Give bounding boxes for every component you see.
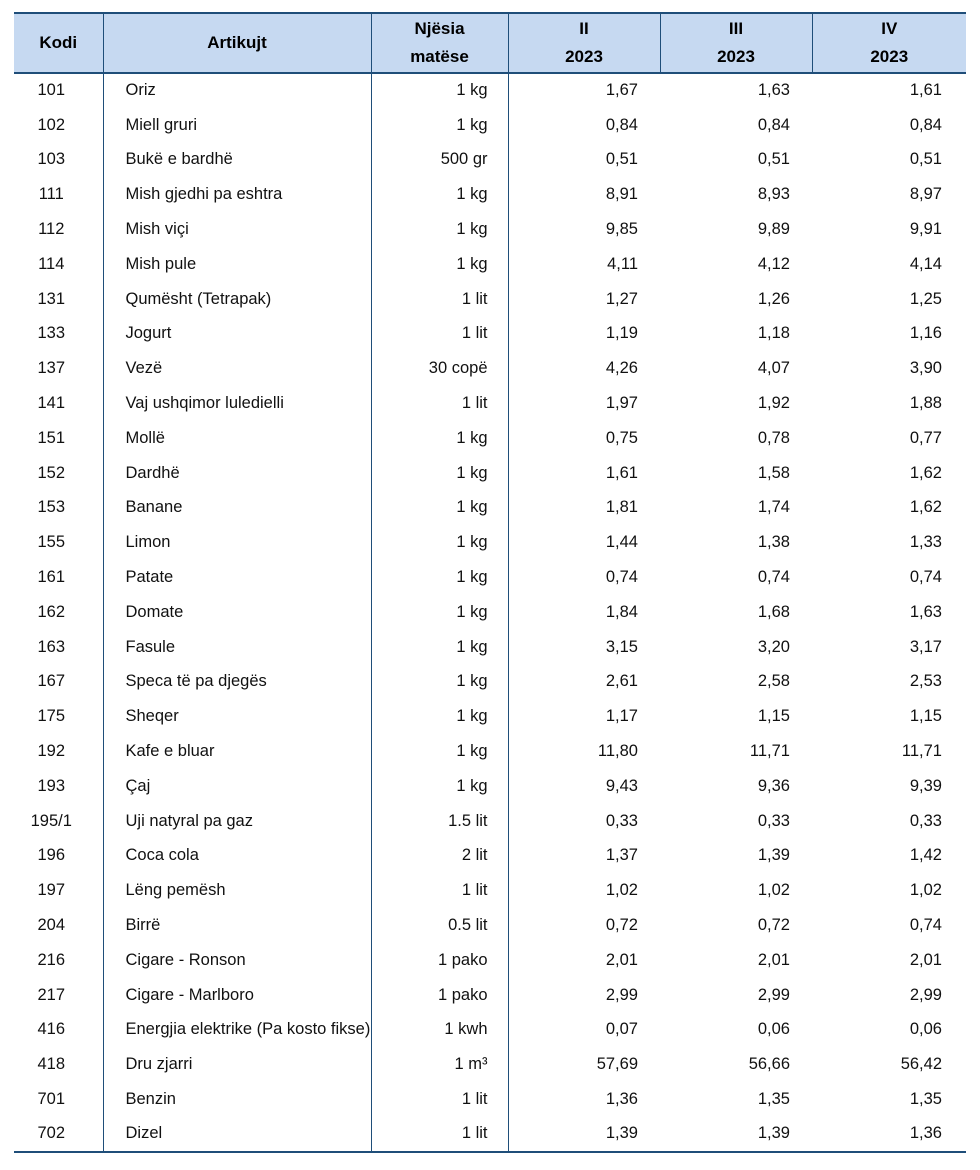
table-row xyxy=(14,317,966,352)
table-body xyxy=(14,73,966,1152)
row-unit: 1 kg xyxy=(371,491,508,526)
row-value-q2: 0,07 xyxy=(605,1020,638,1039)
header-q2-line2: 2023 xyxy=(565,47,603,66)
table-row xyxy=(14,978,966,1013)
row-item: Mollë xyxy=(103,421,371,456)
row-item: Lëng pemësh xyxy=(103,873,371,908)
header-unit-line1: Njësia xyxy=(414,19,465,38)
row-value-q3: 0,51 xyxy=(757,150,790,169)
row-value-q2: 8,91 xyxy=(605,185,638,204)
row-unit: 1 kg xyxy=(371,456,508,491)
row-code: 153 xyxy=(14,491,103,526)
row-code: 197 xyxy=(14,873,103,908)
row-value-q3: 2,01 xyxy=(757,950,790,969)
row-unit: 1 lit xyxy=(371,317,508,352)
row-code: 137 xyxy=(14,351,103,386)
header-code: Kodi xyxy=(14,13,103,73)
row-value-q2: 2,61 xyxy=(605,672,638,691)
row-value-q4: 2,01 xyxy=(909,950,942,969)
row-item: Jogurt xyxy=(103,317,371,352)
row-value-q3: 0,33 xyxy=(757,811,790,830)
row-value-q3: 0,72 xyxy=(757,916,790,935)
row-unit: 1 kg xyxy=(371,421,508,456)
row-unit: 1 kg xyxy=(371,769,508,804)
row-code: 416 xyxy=(14,1013,103,1048)
row-unit: 1 kg xyxy=(371,665,508,700)
row-value-q4: 1,16 xyxy=(909,324,942,343)
price-table xyxy=(14,12,966,1153)
table-row xyxy=(14,943,966,978)
row-item: Bukë e bardhë xyxy=(103,143,371,178)
row-value-q2: 3,15 xyxy=(605,637,638,656)
table-row xyxy=(14,491,966,526)
row-unit: 1 kg xyxy=(371,560,508,595)
row-item: Cigare - Marlboro xyxy=(103,978,371,1013)
header-unit xyxy=(371,13,508,73)
row-unit: 1 kg xyxy=(371,630,508,665)
row-code: 111 xyxy=(14,177,103,212)
row-value-q4: 0,77 xyxy=(909,428,942,447)
header-q4-line1: IV xyxy=(881,19,898,38)
row-value-q2: 1,97 xyxy=(605,394,638,413)
row-value-q3: 1,38 xyxy=(757,533,790,552)
row-value-q3: 9,36 xyxy=(757,776,790,795)
row-unit: 30 copë xyxy=(371,351,508,386)
row-code: 193 xyxy=(14,769,103,804)
table-row xyxy=(14,665,966,700)
row-value-q2: 2,01 xyxy=(605,950,638,969)
row-item: Limon xyxy=(103,525,371,560)
row-item: Dardhë xyxy=(103,456,371,491)
row-item: Mish gjedhi pa eshtra xyxy=(103,177,371,212)
row-value-q3: 2,58 xyxy=(757,672,790,691)
row-value-q2: 9,85 xyxy=(605,220,638,239)
table-row xyxy=(14,1047,966,1082)
row-value-q3: 11,71 xyxy=(749,742,790,761)
table-row xyxy=(14,1117,966,1152)
row-value-q2: 1,17 xyxy=(605,707,638,726)
row-value-q4: 1,62 xyxy=(909,498,942,517)
row-value-q4: 2,99 xyxy=(909,985,942,1004)
row-item: Dru zjarri xyxy=(103,1047,371,1082)
header-q4-2023 xyxy=(812,13,966,73)
row-value-q2: 1,27 xyxy=(605,289,638,308)
row-value-q3: 1,02 xyxy=(757,881,790,900)
row-code: 101 xyxy=(14,73,103,108)
row-value-q2: 1,36 xyxy=(605,1090,638,1108)
row-value-q3: 3,20 xyxy=(757,637,790,656)
row-item: Coca cola xyxy=(103,839,371,874)
row-value-q4: 1,25 xyxy=(909,289,942,308)
row-value-q2: 4,11 xyxy=(607,254,638,273)
header-q3-2023 xyxy=(660,13,812,73)
row-value-q2: 1,19 xyxy=(605,324,638,343)
row-item: Speca të pa djegës xyxy=(103,665,371,700)
row-code: 112 xyxy=(14,212,103,247)
row-value-q2: 1,39 xyxy=(508,1117,660,1152)
row-item: Banane xyxy=(103,491,371,526)
row-item: Patate xyxy=(103,560,371,595)
row-value-q2: 1,61 xyxy=(605,463,638,482)
row-unit: 1 kg xyxy=(371,247,508,282)
table-row xyxy=(14,177,966,212)
row-code: 418 xyxy=(14,1047,103,1082)
header-q2-2023 xyxy=(508,13,660,73)
row-value-q3: 1,39 xyxy=(660,1117,812,1152)
table-row xyxy=(14,386,966,421)
row-item: Domate xyxy=(103,595,371,630)
row-value-q3: 8,93 xyxy=(757,185,790,204)
table-header xyxy=(14,13,966,73)
row-value-q4: 0,33 xyxy=(909,811,942,830)
row-value-q3: 1,35 xyxy=(757,1090,790,1108)
row-item: Uji natyral pa gaz xyxy=(103,804,371,839)
row-value-q4: 9,91 xyxy=(909,220,942,239)
row-code: 702 xyxy=(14,1117,103,1152)
header-row xyxy=(14,13,966,73)
row-code: 152 xyxy=(14,456,103,491)
row-item: Vaj ushqimor luledielli xyxy=(103,386,371,421)
table-row xyxy=(14,630,966,665)
row-code: 216 xyxy=(14,943,103,978)
row-value-q4: 56,42 xyxy=(900,1055,942,1074)
row-unit: 0.5 lit xyxy=(371,908,508,943)
row-value-q2: 1,81 xyxy=(605,498,638,517)
table-row xyxy=(14,282,966,317)
row-code: 102 xyxy=(14,108,103,143)
row-unit: 1 kwh xyxy=(371,1013,508,1048)
row-value-q4: 0,74 xyxy=(909,916,942,935)
table-row xyxy=(14,595,966,630)
row-code: 175 xyxy=(14,699,103,734)
row-value-q3: 1,26 xyxy=(757,289,790,308)
row-unit: 1 kg xyxy=(371,73,508,108)
row-value-q4: 3,17 xyxy=(909,637,942,656)
table-row xyxy=(14,560,966,595)
table-row xyxy=(14,525,966,560)
row-unit: 1.5 lit xyxy=(371,804,508,839)
row-value-q4: 0,84 xyxy=(909,115,942,134)
row-unit: 1 lit xyxy=(371,1117,508,1152)
row-code: 141 xyxy=(14,386,103,421)
row-value-q2: 1,84 xyxy=(605,602,638,621)
row-value-q3: 0,74 xyxy=(757,568,790,587)
header-item: Artikujt xyxy=(103,13,371,73)
row-value-q3: 0,78 xyxy=(757,428,790,447)
row-value-q4: 1,62 xyxy=(909,463,942,482)
row-value-q4: 1,02 xyxy=(909,881,942,900)
row-value-q3: 4,12 xyxy=(757,254,790,273)
row-value-q4: 4,14 xyxy=(909,254,942,273)
table-row xyxy=(14,247,966,282)
row-value-q3: 0,06 xyxy=(757,1020,790,1039)
row-value-q2: 0,84 xyxy=(605,115,638,134)
row-unit: 1 m³ xyxy=(371,1047,508,1082)
row-item: Sheqer xyxy=(103,699,371,734)
table-row xyxy=(14,351,966,386)
row-value-q3: 1,92 xyxy=(757,394,790,413)
row-value-q3: 9,89 xyxy=(757,220,790,239)
row-value-q2: 11,80 xyxy=(597,742,638,761)
row-item: Kafe e bluar xyxy=(103,734,371,769)
row-value-q4: 1,63 xyxy=(909,602,942,621)
row-item: Miell gruri xyxy=(103,108,371,143)
row-value-q2: 0,75 xyxy=(605,428,638,447)
row-item: Dizel xyxy=(103,1117,371,1152)
table-row xyxy=(14,1013,966,1048)
row-code: 114 xyxy=(14,247,103,282)
row-item: Birrë xyxy=(103,908,371,943)
row-value-q2: 4,26 xyxy=(605,359,638,378)
row-value-q2: 1,37 xyxy=(605,846,638,865)
row-value-q3: 1,39 xyxy=(757,846,790,865)
row-value-q4: 1,33 xyxy=(909,533,942,552)
row-value-q4: 0,74 xyxy=(909,568,942,587)
row-unit: 1 kg xyxy=(371,212,508,247)
row-unit: 2 lit xyxy=(371,839,508,874)
row-unit: 1 kg xyxy=(371,108,508,143)
row-item: Mish viçi xyxy=(103,212,371,247)
row-value-q3: 4,07 xyxy=(757,359,790,378)
row-value-q3: 1,74 xyxy=(757,498,790,517)
row-value-q2: 0,51 xyxy=(605,150,638,169)
table-row xyxy=(14,456,966,491)
row-value-q4: 1,35 xyxy=(909,1090,942,1108)
row-item: Vezë xyxy=(103,351,371,386)
row-code: 155 xyxy=(14,525,103,560)
row-unit: 1 pako xyxy=(371,978,508,1013)
row-value-q2: 2,99 xyxy=(605,985,638,1004)
row-value-q2: 1,44 xyxy=(605,533,638,552)
table-row xyxy=(14,873,966,908)
row-value-q3: 1,58 xyxy=(757,463,790,482)
row-unit: 1 lit xyxy=(371,282,508,317)
row-value-q4: 1,88 xyxy=(909,394,942,413)
row-item: Mish pule xyxy=(103,247,371,282)
row-code: 163 xyxy=(14,630,103,665)
row-code: 192 xyxy=(14,734,103,769)
row-code: 195/1 xyxy=(14,804,103,839)
row-value-q4: 1,36 xyxy=(812,1117,966,1152)
row-value-q2: 1,02 xyxy=(605,881,638,900)
row-item: Çaj xyxy=(103,769,371,804)
row-value-q2: 57,69 xyxy=(596,1055,638,1074)
row-value-q3: 2,99 xyxy=(757,985,790,1004)
row-item: Energjia elektrike (Pa kosto fikse) xyxy=(103,1013,371,1048)
row-code: 196 xyxy=(14,839,103,874)
row-item: Benzin xyxy=(103,1082,371,1117)
table-row xyxy=(14,421,966,456)
row-value-q4: 0,51 xyxy=(909,150,942,169)
row-unit: 500 gr xyxy=(371,143,508,178)
row-unit: 1 kg xyxy=(371,734,508,769)
header-unit-line2: matëse xyxy=(410,47,469,66)
table-row xyxy=(14,804,966,839)
row-value-q4: 2,53 xyxy=(909,672,942,691)
header-q3-line2: 2023 xyxy=(717,47,755,66)
row-value-q4: 1,61 xyxy=(909,81,942,100)
row-value-q3: 56,66 xyxy=(748,1055,790,1074)
header-q2-line1: II xyxy=(579,19,589,38)
row-value-q4: 1,42 xyxy=(909,846,942,865)
row-value-q3: 1,63 xyxy=(757,81,790,100)
header-q3-line1: III xyxy=(728,19,744,38)
row-value-q3: 0,84 xyxy=(757,115,790,134)
row-code: 103 xyxy=(14,143,103,178)
row-value-q4: 11,71 xyxy=(901,742,942,761)
table-row xyxy=(14,108,966,143)
table-row xyxy=(14,839,966,874)
row-unit: 1 kg xyxy=(371,595,508,630)
row-code: 133 xyxy=(14,317,103,352)
row-code: 701 xyxy=(14,1082,103,1117)
row-code: 161 xyxy=(14,560,103,595)
table-row xyxy=(14,734,966,769)
row-value-q4: 3,90 xyxy=(909,359,942,378)
row-item: Fasule xyxy=(103,630,371,665)
row-value-q4: 1,15 xyxy=(909,707,942,726)
table-row xyxy=(14,769,966,804)
row-value-q3: 1,68 xyxy=(757,602,790,621)
table-row xyxy=(14,699,966,734)
row-unit: 1 kg xyxy=(371,177,508,212)
header-q4-line2: 2023 xyxy=(870,47,909,66)
row-unit: 1 kg xyxy=(371,699,508,734)
row-value-q2: 0,33 xyxy=(605,811,638,830)
row-code: 217 xyxy=(14,978,103,1013)
row-unit: 1 pako xyxy=(371,943,508,978)
price-table-container xyxy=(14,12,966,1153)
table-row xyxy=(14,73,966,108)
table-row xyxy=(14,143,966,178)
row-code: 204 xyxy=(14,908,103,943)
row-value-q2: 0,74 xyxy=(605,568,638,587)
row-unit: 1 lit xyxy=(371,386,508,421)
row-code: 167 xyxy=(14,665,103,700)
row-code: 151 xyxy=(14,421,103,456)
row-code: 162 xyxy=(14,595,103,630)
row-value-q3: 1,15 xyxy=(757,707,790,726)
row-value-q4: 0,06 xyxy=(909,1020,942,1039)
row-code: 131 xyxy=(14,282,103,317)
row-unit: 1 lit xyxy=(371,1082,508,1117)
row-value-q2: 0,72 xyxy=(605,916,638,935)
row-value-q4: 9,39 xyxy=(909,776,942,795)
table-row xyxy=(14,212,966,247)
row-item: Cigare - Ronson xyxy=(103,943,371,978)
row-value-q4: 8,97 xyxy=(909,185,942,204)
row-unit: 1 kg xyxy=(371,525,508,560)
table-row xyxy=(14,1082,966,1117)
row-item: Qumësht (Tetrapak) xyxy=(103,282,371,317)
row-value-q2: 9,43 xyxy=(605,776,638,795)
row-value-q2: 1,67 xyxy=(605,81,638,100)
row-value-q3: 1,18 xyxy=(757,324,790,343)
row-item: Oriz xyxy=(103,73,371,108)
row-unit: 1 lit xyxy=(371,873,508,908)
table-row xyxy=(14,908,966,943)
